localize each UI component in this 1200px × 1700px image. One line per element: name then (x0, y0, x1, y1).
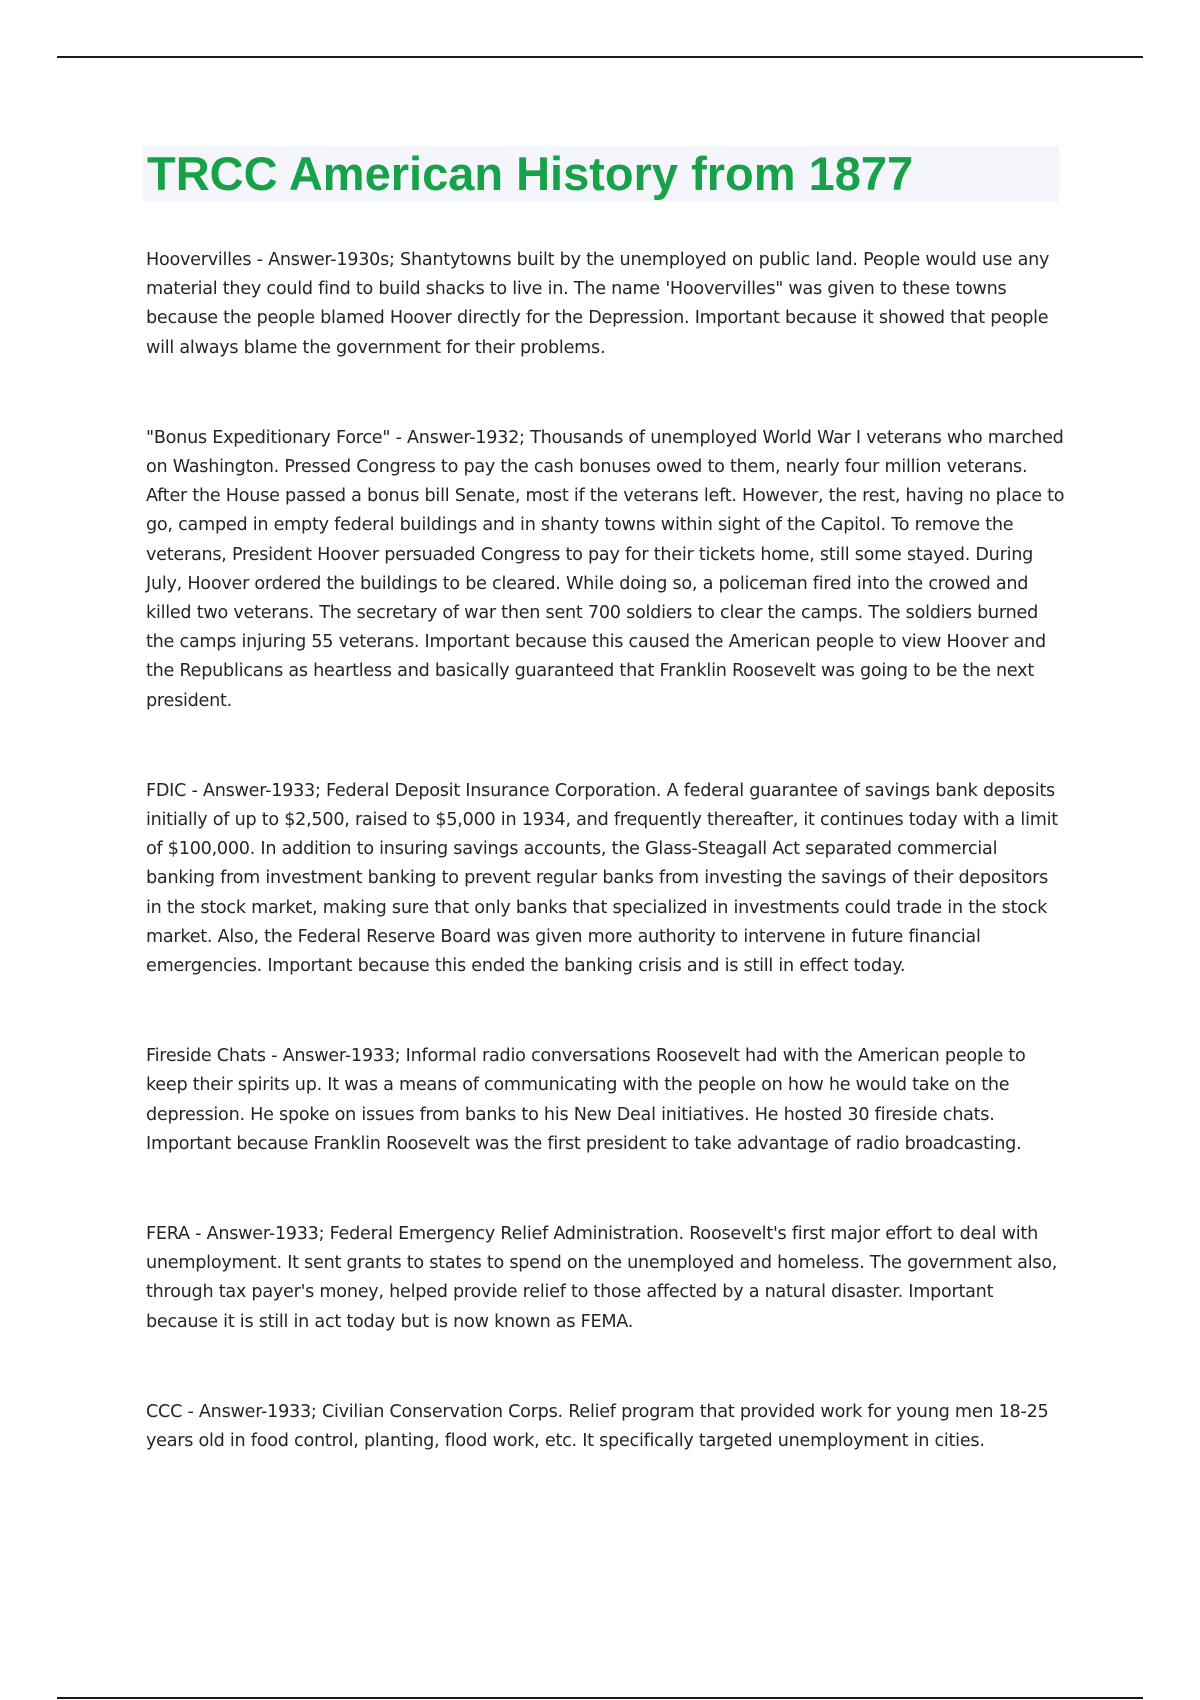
entry-fera: FERA - Answer-1933; Federal Emergency Relief Administration. Roosevelt's first major effort to deal with unemployment. It sent grants to states to spend on the unemployed and homeless. The government also, through tax payer's money, helped provide relief to those affected by a natural disaster. Important because it is still in act today but is now known as FEMA. (146, 1224, 1058, 1332)
entry-bonus-expeditionary-force: "Bonus Expeditionary Force" - Answer-1932; Thousands of unemployed World War I veterans who marched on Washington. Pressed Congress to pay the cash bonuses owed to them, nearly four million veterans. After the House passed a bonus bill Senate, most if the veterans left. However, the rest, having no place to go, camped in empty federal buildings and in shanty towns within sight of the Capitol. To remove the veterans, President Hoover persuaded Congress to pay for their tickets home, still some stayed. During July, Hoover ordered the buildings to be cleared. While doing so, a policeman fired into the crowed and killed two veterans. The secretary of war then sent 700 soldiers to clear the camps. The soldiers burned the camps injuring 55 veterans. Important because this caused the American people to view Hoover and the Republicans as heartless and basically guaranteed that Franklin Roosevelt was going to be the next president. (146, 427, 1065, 711)
document-title: TRCC American History from 1877 (147, 147, 914, 200)
document-body (146, 246, 1066, 1456)
entry-fireside-chats: Fireside Chats - Answer-1933; Informal radio conversations Roosevelt had with the American people to keep their spirits up. It was a means of communicating with the people on how he would take on the depression. He spoke on issues from banks to his New Deal initiatives. He hosted 30 fireside chats. Important because Franklin Roosevelt was the first president to take advantage of radio broadcasting. (146, 1046, 1026, 1154)
entry-ccc: CCC - Answer-1933; Civilian Conservation Corps. Relief program that provided work for young men 18-25 years old in food control, planting, flood work, etc. It specifically targeted unemployment in cities. (146, 1401, 1049, 1452)
entry-fdic: FDIC - Answer-1933; Federal Deposit Insurance Corporation. A federal guarantee of savings bank deposits initially of up to $2,500, raised to $5,000 in 1934, and frequently thereafter, it continues today with a limit of $100,000. In addition to insuring savings accounts, the Glass-Steagall Act separated commercial banking from investment banking to prevent regular banks from investing the savings of their depositors in the stock market, making sure that only banks that specialized in investments could trade in the stock market. Also, the Federal Reserve Board was given more authority to intervene in future financial emergencies. Important because this ended the banking crisis and is still in effect today. (146, 780, 1058, 977)
header-rule (57, 56, 1143, 58)
entry-hoovervilles: Hoovervilles - Answer-1930s; Shantytowns built by the unemployed on public land. People would use any material they could find to build shacks to live in. The name 'Hoovervilles" was given to these towns because the people blamed Hoover directly for the Depression. Important because it showed that people will always blame the government for their problems. (146, 250, 1050, 358)
footer-rule (57, 1697, 1143, 1699)
